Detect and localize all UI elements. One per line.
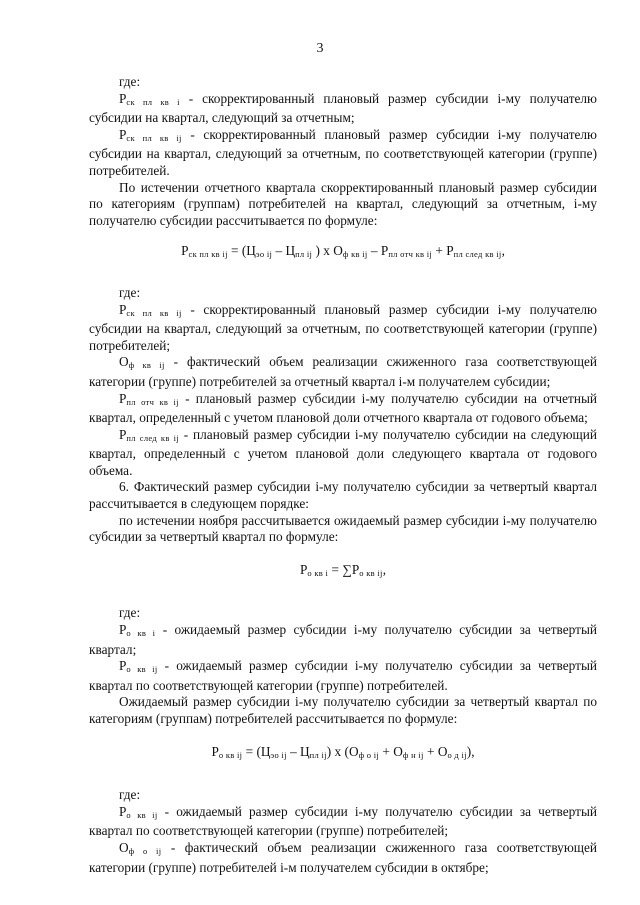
definition-item xyxy=(89,658,597,694)
definition-item xyxy=(89,622,597,658)
variable-symbol: Р xyxy=(119,622,127,638)
variable-subscript: пл след кв ij xyxy=(126,432,179,443)
definition-item xyxy=(89,302,597,355)
formula-term: Р xyxy=(211,743,219,759)
formula-term: ) х (О xyxy=(326,743,359,759)
formula-expected-subsidy-sum xyxy=(89,562,597,582)
formula-subscript: ск пл кв ij xyxy=(188,249,228,260)
formula-term: = (Ц xyxy=(242,743,271,759)
formula-term: + О xyxy=(379,743,403,759)
paragraph: 6. Фактический размер субсидии i-му получателю субсидии за четвертый квартал рассчитывается в следующем порядке: xyxy=(89,479,597,512)
formula-subscript: эо ij xyxy=(255,249,273,260)
formula-term: – Ц xyxy=(272,243,296,259)
formula-term: + О xyxy=(423,743,448,759)
variable-subscript: ф кв ij xyxy=(128,360,165,371)
variable-subscript: ск пл кв ij xyxy=(126,307,182,318)
where-label: где: xyxy=(119,787,141,803)
paragraph: по истечении ноября рассчитывается ожидаемый размер субсидии i-му получателю субсидии за четвертый квартал по формуле: xyxy=(89,512,597,545)
formula-subscript: пл ij xyxy=(309,749,327,760)
variable-subscript: ф о ij xyxy=(128,845,162,856)
formula-subscript: о кв ij xyxy=(359,567,383,578)
variable-symbol: Р xyxy=(119,658,127,674)
definition-item xyxy=(89,391,597,427)
formula-term: ), xyxy=(466,743,475,759)
formula-subscript: эо ij xyxy=(270,749,287,760)
variable-symbol: О xyxy=(119,839,129,855)
definition-text: - плановый размер субсидии i-му получателю субсидии на следующий квартал, определенный с учетом плановой доли следующего квартала от годового объема. xyxy=(89,426,597,478)
where-label: где: xyxy=(119,605,141,621)
variable-symbol: Р xyxy=(119,90,127,106)
formula-term: + Р xyxy=(432,243,454,259)
formula-term: , xyxy=(501,243,505,259)
paragraph: По истечении отчетного квартала скорректированный плановый размер субсидии по категориям (группам) потребителей на квартал, следующий за отчетным, i-му получателю субсидии рассчитывается по формуле: xyxy=(89,179,597,228)
formula-term: Р xyxy=(299,561,308,577)
formula-subscript: пл след кв ij xyxy=(453,249,502,260)
variable-subscript: о кв ij xyxy=(126,809,158,820)
variable-symbol: Р xyxy=(119,301,127,317)
definition-text: - скорректированный плановый размер субсидии i-му получателю субсидии на квартал, следующий за отчетным, по соответствующей категории (группе) потребителей; xyxy=(89,301,597,353)
section-4 xyxy=(89,787,597,876)
document-body xyxy=(89,74,597,876)
variable-subscript: о кв ij xyxy=(126,664,158,675)
definition-item xyxy=(89,804,597,840)
variable-subscript: пл отч кв ij xyxy=(126,396,179,407)
formula-subscript: пл отч кв ij xyxy=(388,249,433,260)
formula-term: – Ц xyxy=(286,743,310,759)
definition-text: - фактический объем реализации сжиженного газа соответствующей категории (группе) потребителей i-м получателем субсидии в октябре; xyxy=(89,839,598,875)
variable-subscript: ск пл кв i xyxy=(126,96,180,107)
formula-term: , xyxy=(382,561,387,577)
formula-corrected-plan-subsidy xyxy=(89,243,597,263)
definition-item xyxy=(89,354,597,390)
paragraph: Ожидаемый размер субсидии i-му получателю субсидии за четвертый квартал по категориям (группам) потребителей рассчитывается по формуле: xyxy=(89,694,597,726)
definition-text: - фактический объем реализации сжиженного газа соответствующей категории (группе) потребителей за отчетный квартал i-м получателем субсидии; xyxy=(89,354,598,389)
section-3 xyxy=(89,605,597,727)
definition-text: - ожидаемый размер субсидии i-му получателю субсидии за четвертый квартал по соответствующей категории (группе) потребителей; xyxy=(89,803,597,839)
formula-subscript: о кв i xyxy=(307,567,329,578)
formula-subscript: ф кв ij xyxy=(342,249,368,260)
formula-subscript: ф о ij xyxy=(358,749,380,760)
definition-item xyxy=(89,91,597,127)
formula-subscript: ф н ij xyxy=(402,749,424,760)
definition-text: - скорректированный плановый размер субсидии i-му получателю субсидии на квартал, следующий за отчетным; xyxy=(89,90,597,126)
formula-subscript: о кв ij xyxy=(218,749,243,760)
definition-text: - скорректированный плановый размер субсидии i-му получателю субсидии на квартал, следующий за отчетным, по соответствующей категории (группе) потребителей. xyxy=(89,126,597,178)
section-2 xyxy=(89,285,597,546)
formula-term: ) х О xyxy=(312,243,343,259)
section-1 xyxy=(89,74,597,229)
definition-item xyxy=(89,127,597,180)
formula-term: = ∑Р xyxy=(328,561,360,577)
variable-symbol: Р xyxy=(119,126,127,142)
variable-symbol: О xyxy=(119,354,129,370)
formula-expected-subsidy-category xyxy=(89,744,597,764)
formula-subscript: пл ij xyxy=(295,249,313,260)
variable-subscript: ск пл кв ij xyxy=(126,132,182,143)
variable-symbol: Р xyxy=(119,426,127,442)
definition-text: - ожидаемый размер субсидии i-му получателю субсидии за четвертый квартал по соответствующей категории (группе) потребителей. xyxy=(89,658,597,693)
formula-term: Р xyxy=(181,243,189,259)
page-number: 3 xyxy=(316,41,324,56)
definition-text: - ожидаемый размер субсидии i-му получателю субсидии за четвертый квартал; xyxy=(89,622,597,657)
formula-term: = (Ц xyxy=(227,243,256,259)
formula-subscript: о д ij xyxy=(447,749,467,760)
where-label: где: xyxy=(119,284,141,300)
variable-symbol: Р xyxy=(119,803,127,819)
definition-item xyxy=(89,840,597,876)
variable-subscript: о кв i xyxy=(126,628,156,639)
definition-text: - плановый размер субсидии i-му получателю субсидии на отчетный квартал, определенный с учетом плановой доли отчетного квартала от годового объема; xyxy=(89,390,597,426)
definition-item xyxy=(89,427,597,480)
where-label: где: xyxy=(119,74,141,89)
formula-term: – Р xyxy=(367,243,389,259)
variable-symbol: Р xyxy=(119,390,127,406)
